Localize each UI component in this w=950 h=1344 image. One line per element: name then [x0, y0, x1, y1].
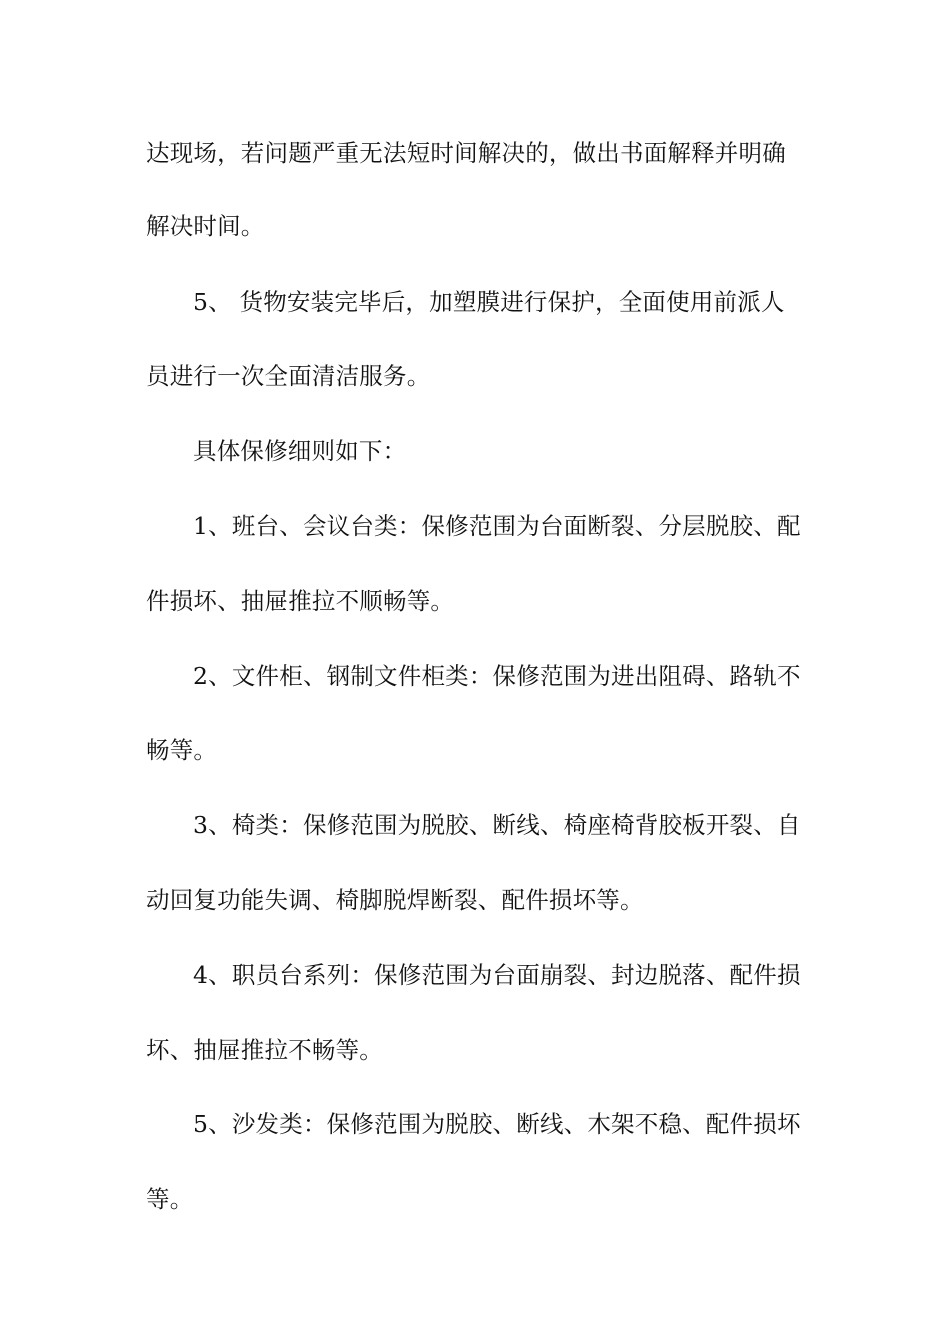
warranty-item-5-line-2: 等。 [146, 1185, 194, 1213]
warranty-item-5-line-1: 5、沙发类：保修范围为脱胶、断线、木架不稳、配件损坏 [193, 1110, 801, 1138]
warranty-item-1-line-1: 1、班台、会议台类：保修范围为台面断裂、分层脱胶、配 [193, 512, 801, 540]
warranty-item-2-line-2: 畅等。 [146, 736, 218, 764]
item-5-delivery-line-1: 5、 货物安装完毕后，加塑膜进行保护，全面使用前派人 [193, 288, 785, 316]
text-line-1: 达现场，若问题严重无法短时间解决的，做出书面解释并明确 [146, 139, 786, 167]
text-line-2: 解决时间。 [146, 212, 265, 240]
warranty-item-1-line-2: 件损坏、抽屉推拉不顺畅等。 [146, 587, 455, 615]
warranty-item-3-line-1: 3、椅类：保修范围为脱胶、断线、椅座椅背胶板开裂、自 [193, 811, 801, 839]
warranty-item-2-line-1: 2、文件柜、钢制文件柜类：保修范围为进出阻碍、路轨不 [193, 662, 801, 690]
warranty-item-4-line-1: 4、职员台系列：保修范围为台面崩裂、封边脱落、配件损 [193, 961, 801, 989]
warranty-item-3-line-2: 动回复功能失调、椅脚脱焊断裂、配件损坏等。 [146, 886, 644, 914]
item-5-delivery-line-2: 员进行一次全面清洁服务。 [146, 362, 431, 390]
warranty-heading: 具体保修细则如下： [193, 437, 407, 465]
warranty-item-4-line-2: 坏、抽屉推拉不畅等。 [146, 1036, 383, 1064]
